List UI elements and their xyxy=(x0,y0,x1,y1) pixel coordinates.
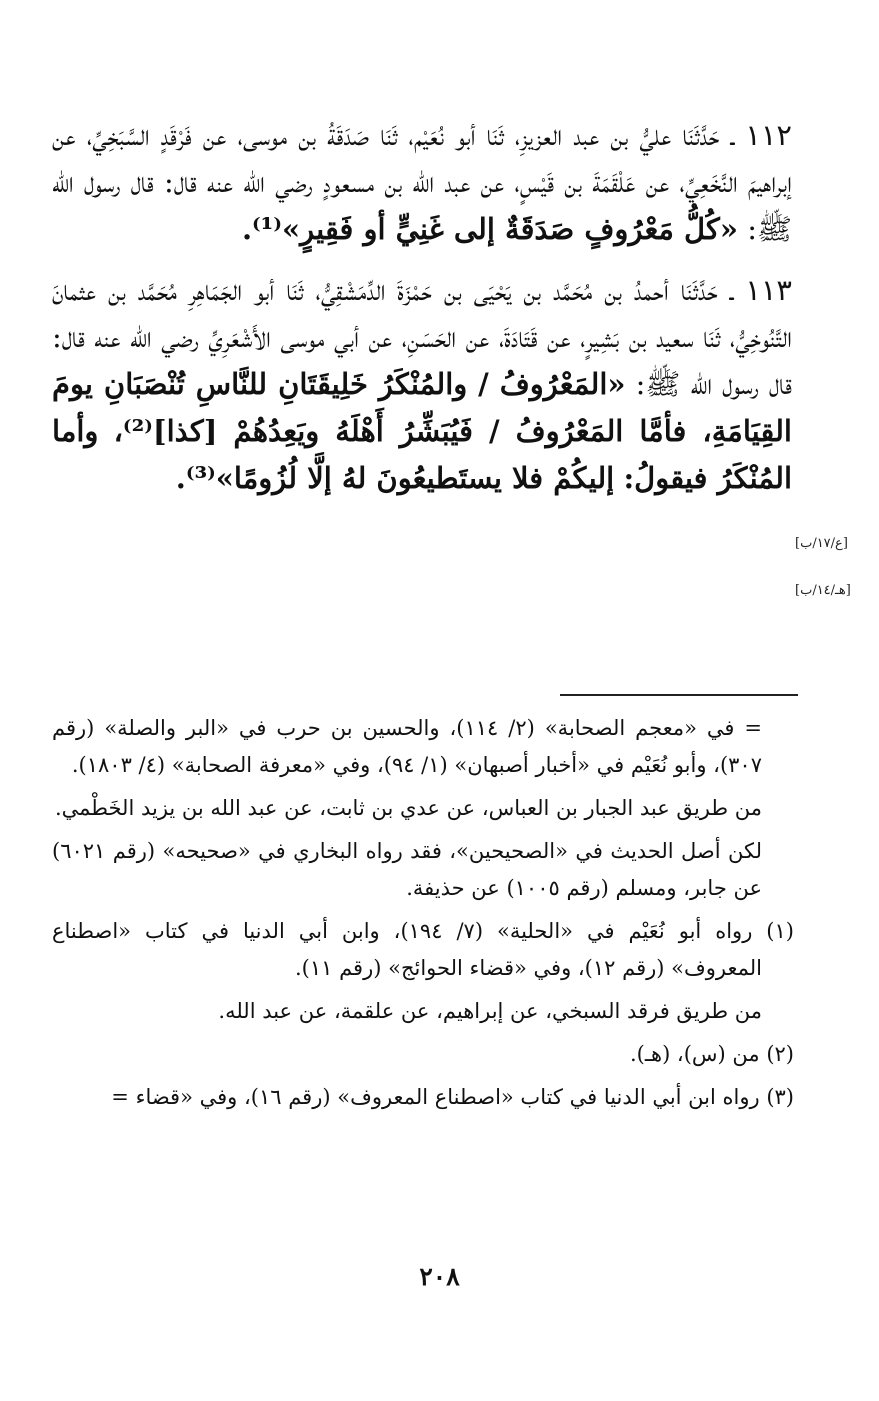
hadith-112-isnad: ١١٢ ـ حَدَّثَنَا عليُّ بن عبد العزيزِ، ثَنَا أبو نُعَيْم، ثَنَا صَدَقَةُ بن موسى، عن فَرْقَدٍ السَّبَخِيِّ، عن إبراهيمَ النَّخَعِيِّ، عن عَلْقَمَةَ بن قَيْسٍ، عن عبد الله بن مسعودٍ رضي الله عنه قال: قال رسول الله ﷺ: xyxy=(52,118,792,246)
hadith-113-matn-2: إليكُمْ فلا يستَطيعُونَ لهُ إلَّا لُزُومًا»⁽³⁾. xyxy=(175,461,615,495)
hadith-112-matn: «كُلُّ مَعْرُوفٍ صَدَقَةٌ إلى غَنِيٍّ أو فَقِيرٍ»⁽¹⁾. xyxy=(241,212,738,246)
main-text xyxy=(52,112,792,516)
footnote-continuation-3: لكن أصل الحديث في «الصحيحين»، فقد رواه البخاري في «صحيحه» (رقم ٦٠٢١) عن جابر، ومسلم (رقم ١٠٠٥) عن حذيفة. xyxy=(52,839,762,900)
footnote-2: (٢) من (س)، (هـ). xyxy=(629,1042,794,1066)
page-number: ٢٠٨ xyxy=(419,1262,460,1291)
margin-marker-ha: [هـ/١٤/ب] xyxy=(795,583,851,598)
footnote-divider xyxy=(560,694,798,696)
hadith-113 xyxy=(52,267,792,502)
hadith-112 xyxy=(52,112,792,253)
hadith-113-isnad: ١١٣ ـ حَدَّثَنَا أحمدُ بن مُحَمَّد بن يَحْيَى بن حَمْزَةَ الدِّمَشْقِيُّ، ثَنَا أبو الجَمَاهِرِ مُحَمَّد بن عثمانَ التَّنُوخِيُّ، ثَنَا سعيد بن بَشِيرٍ، عن قَتَادَةَ، عن الحَسَنِ، عن أبي موسى الأَشْعَرِيِّ رضي الله عنه قال: قال رسول الله ﷺ: xyxy=(52,273,793,401)
footnote-3: (٣) رواه ابن أبي الدنيا في كتاب «اصطناع المعروف» (رقم ١٦)، وفي «قضاء = xyxy=(111,1085,794,1109)
hadith-113-mid: وأما المُنْكَرُ فيقولُ: xyxy=(52,414,792,495)
hadith-113-matn-1: «المَعْرُوفُ / والمُنْكَرُ خَلِيقَتَانِ للنَّاسِ تُنْصَبَانِ يومَ القِيَامَةِ، فأمَّا المَعْرُوفُ / فَيُبَشِّرُ أَهْلَهُ ويَعِدُهُمْ [كذا]⁽²⁾، xyxy=(52,367,792,448)
footnote-continuation-1: = في «معجم الصحابة» (٢/ ١١٤)، والحسين بن حرب في «البر والصلة» (رقم ٣٠٧)، وأبو نُعَيْم في «أخبار أصبهان» (١/ ٩٤)، وفي «معرفة الصحابة» (٤/ ١٨٠٣). xyxy=(52,716,762,777)
footnotes xyxy=(52,710,794,1122)
footnote-continuation-2: من طريق عبد الجبار بن العباس، عن عدي بن ثابت، عن عبد الله بن يزيد الخَطْمي. xyxy=(54,796,762,820)
footnote-1: (١) رواه أبو نُعَيْم في «الحلية» (٧/ ١٩٤)، وابن أبي الدنيا في كتاب «اصطناع المعروف» (رقم ١٢)، وفي «قضاء الحوائج» (رقم ١١). xyxy=(52,919,794,980)
footnote-1-source: من طريق فرقد السبخي، عن إبراهيم، عن علقمة، عن عبد الله. xyxy=(218,999,762,1023)
margin-marker-ain: [ع/١٧/ب] xyxy=(795,536,848,551)
